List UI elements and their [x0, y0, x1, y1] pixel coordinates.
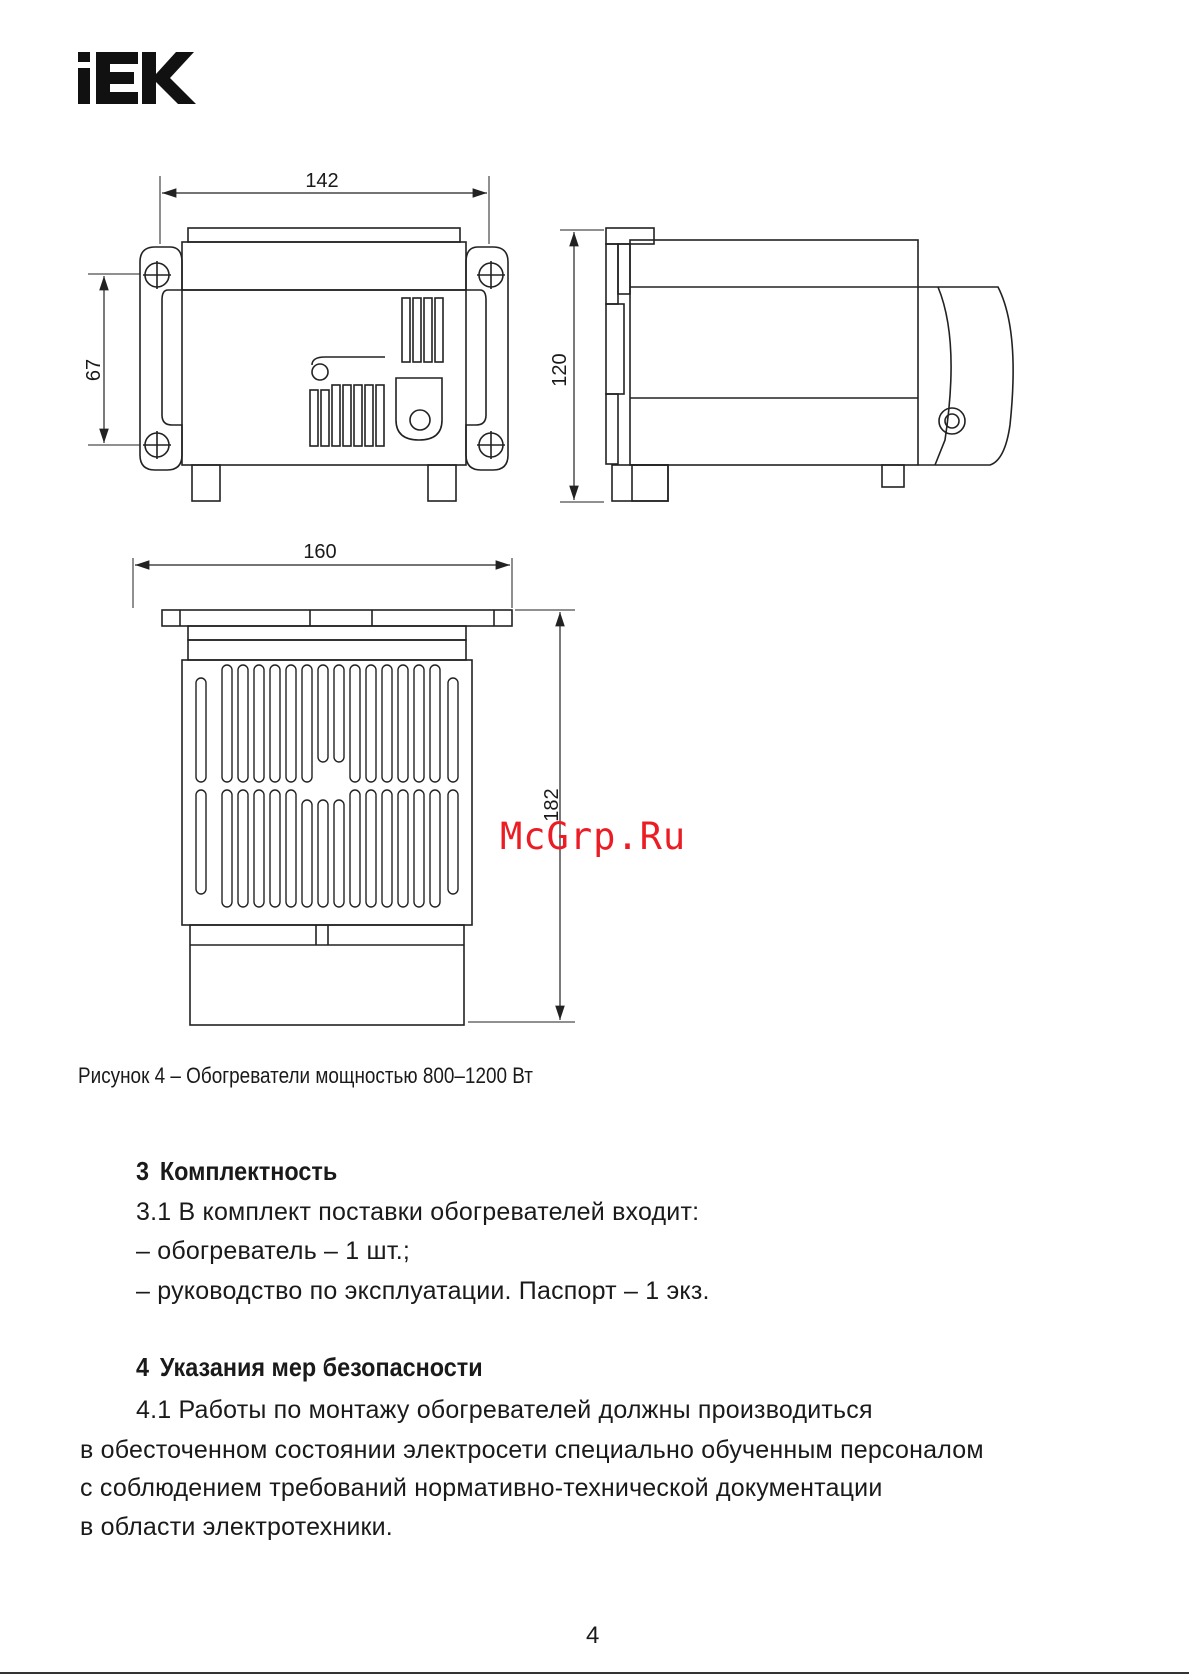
- section-3-number: 3: [136, 1156, 150, 1186]
- section-3-title: Комплектность: [159, 1156, 338, 1186]
- list-item: – руководство по эксплуатации. Паспорт – 1 экз.: [136, 1277, 710, 1305]
- dim-height-side: 120: [549, 353, 571, 387]
- section-4-paragraph-line: в обесточенном состоянии электросети специально обученным персоналом: [80, 1436, 984, 1464]
- side-view: [606, 228, 1013, 501]
- watermark: McGrp.Ru: [500, 815, 687, 858]
- dim-width-bottom: 160: [303, 541, 337, 563]
- page-number: 4: [586, 1622, 600, 1649]
- dim-width-top: 142: [305, 170, 339, 192]
- section-4-title: Указания мер безопасности: [159, 1352, 483, 1382]
- section-4-paragraph-line: с соблюдением требований нормативно-технической документации: [80, 1474, 883, 1502]
- dim-height-bottom: 182: [541, 788, 563, 822]
- bottom-rule: [0, 1672, 1189, 1674]
- section-3-heading: [136, 1156, 337, 1187]
- top-view: [162, 610, 512, 1025]
- section-4-paragraph-line: 4.1 Работы по монтажу обогревателей должны производиться: [136, 1396, 873, 1424]
- section-3-paragraph: 3.1 В комплект поставки обогревателей входит:: [136, 1198, 700, 1226]
- front-view: [140, 228, 508, 501]
- figure-caption: Рисунок 4 – Обогреватели мощностью 800–1200 Вт: [78, 1063, 533, 1088]
- dim-height-left: 67: [83, 358, 105, 382]
- list-item: – обогреватель – 1 шт.;: [136, 1237, 410, 1265]
- section-4-heading: [136, 1352, 483, 1383]
- section-4-number: 4: [136, 1352, 150, 1382]
- section-4-paragraph-line: в области электротехники.: [80, 1513, 393, 1541]
